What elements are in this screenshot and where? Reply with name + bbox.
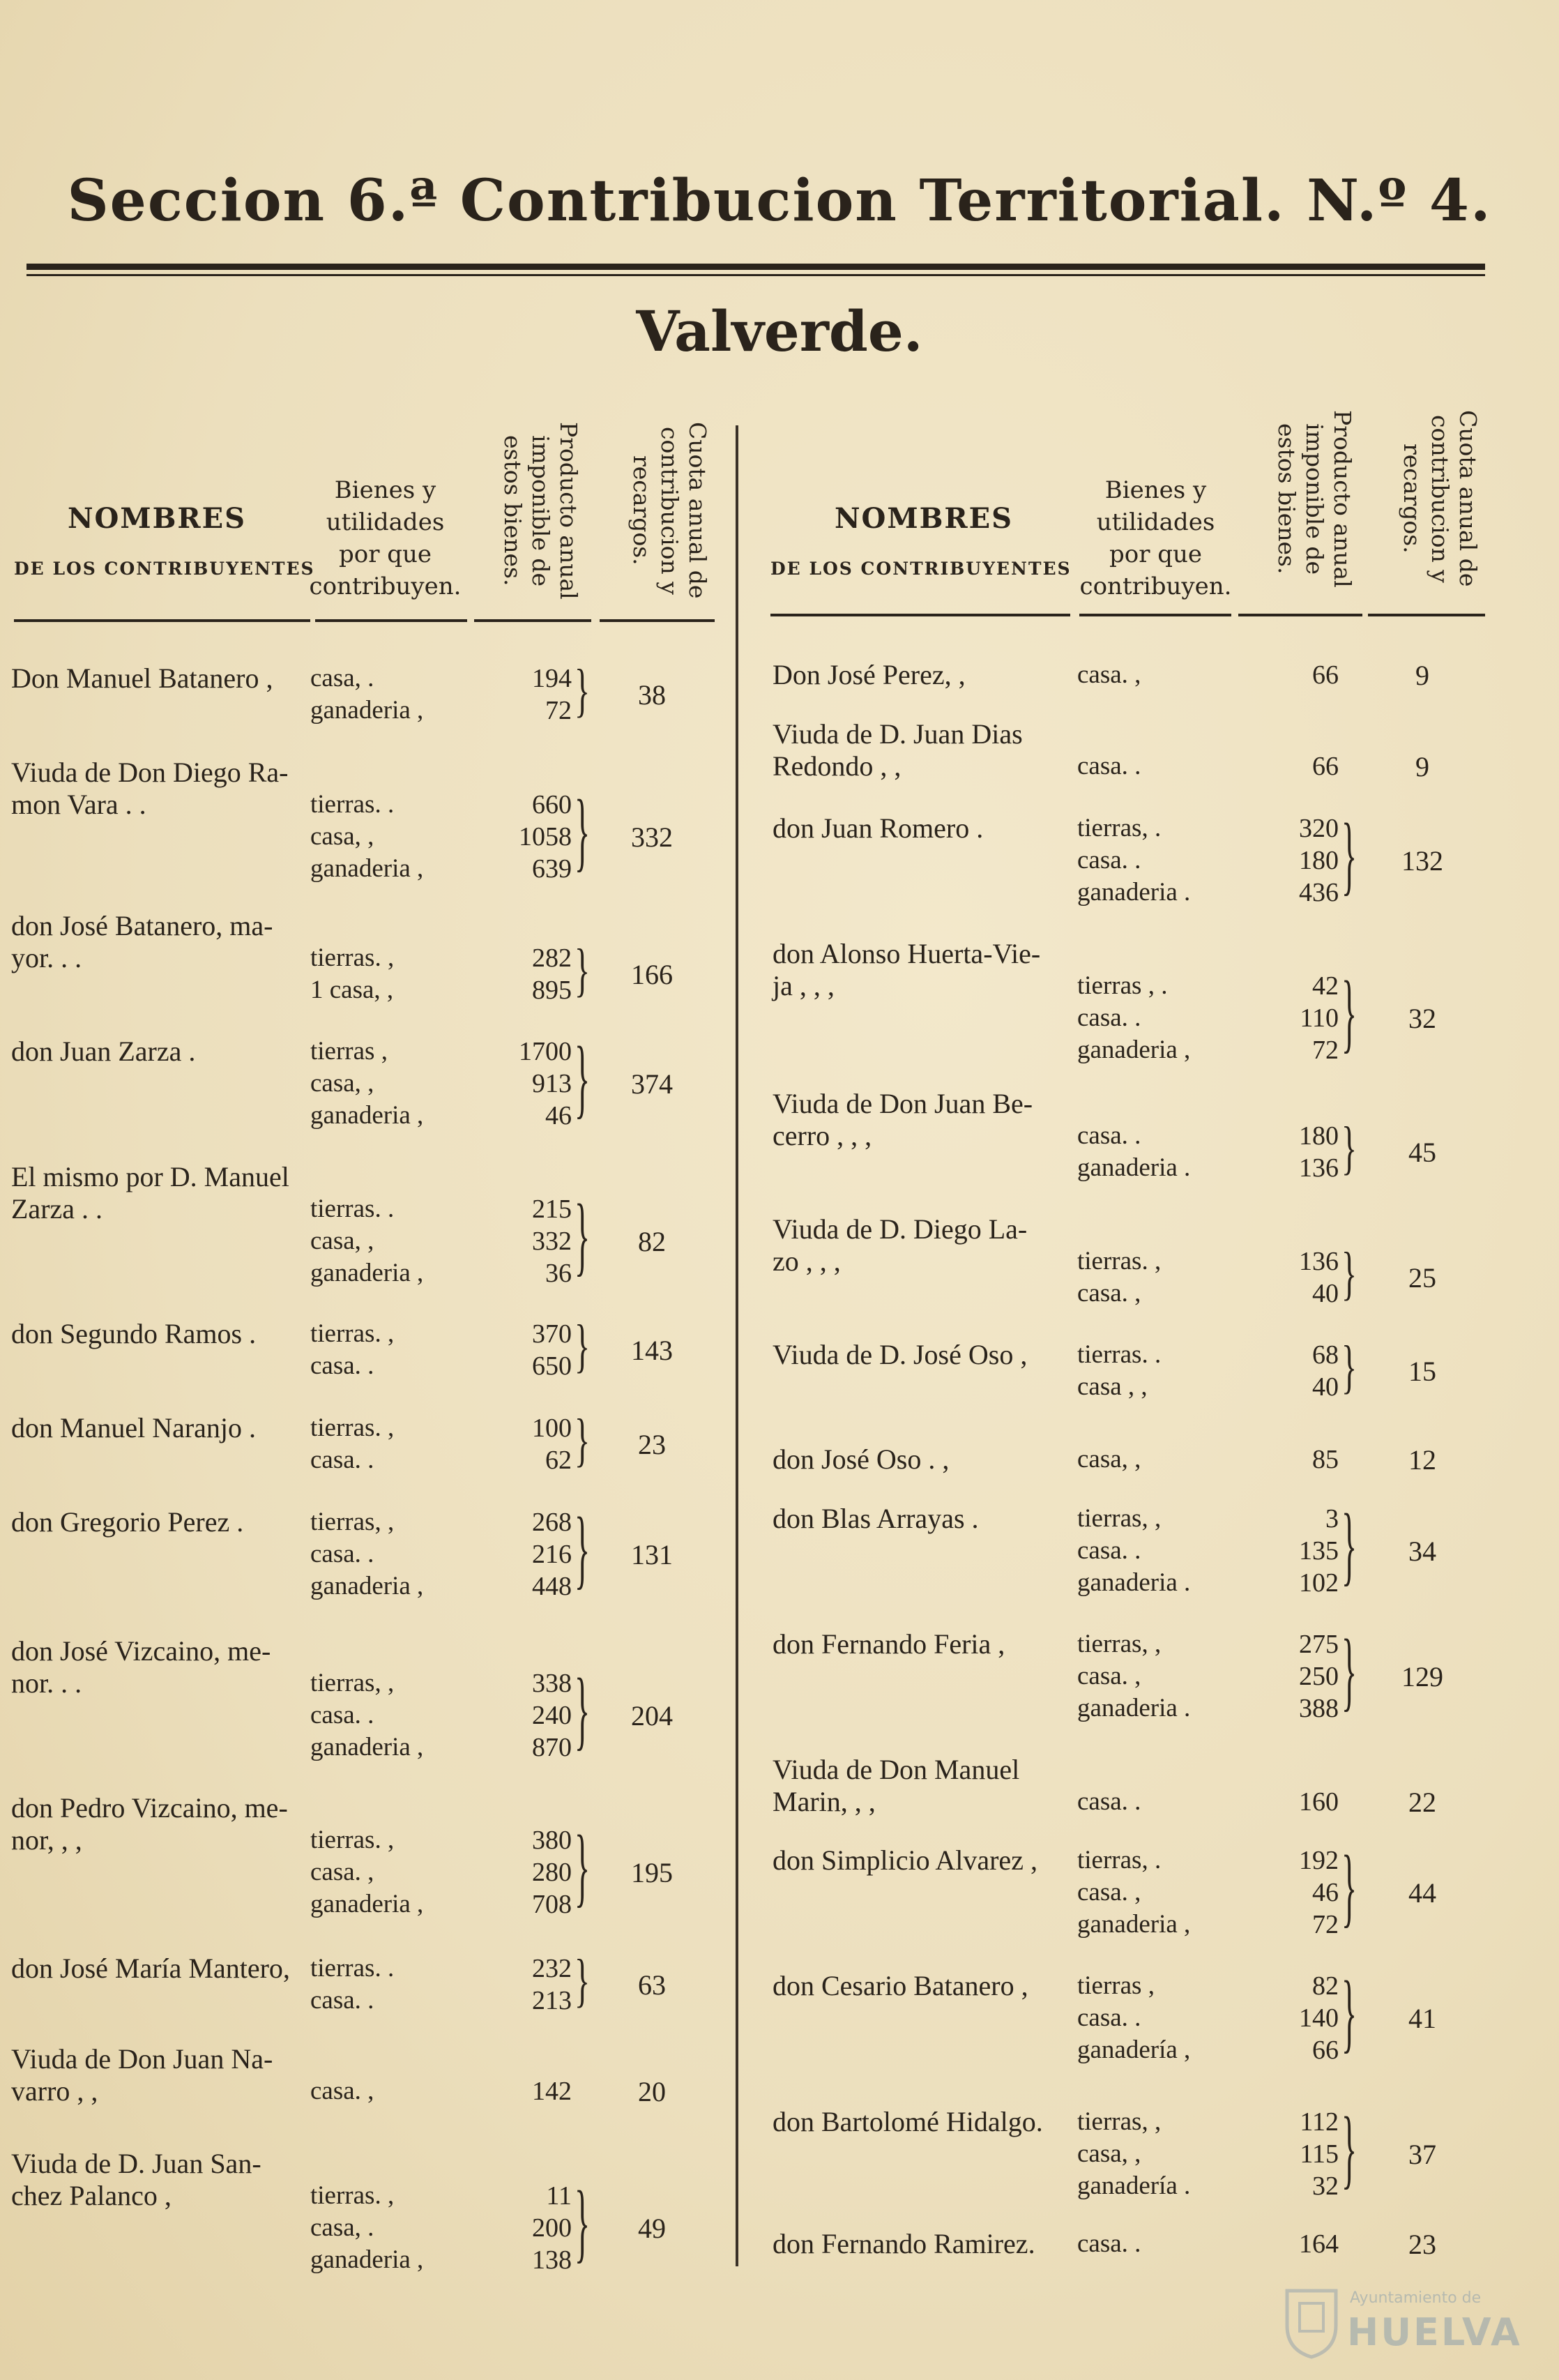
property-items: tierras. . casa, , ganaderia , bbox=[310, 790, 424, 883]
property-items: tierras, . casa. . ganaderia . bbox=[1077, 814, 1191, 907]
taxable-product-values: 42 110 72 bbox=[1300, 971, 1339, 1065]
taxable-product-values: 3 135 102 bbox=[1299, 1504, 1339, 1598]
taxable-product-values: 370 650 bbox=[532, 1319, 572, 1381]
archive-watermark bbox=[1280, 2284, 1522, 2360]
right-header-producto: Producto anual imponible de estos bienes. bbox=[1273, 409, 1356, 588]
property-items: casa. . bbox=[1077, 1787, 1141, 1816]
header-names-label: NOMBRES bbox=[834, 502, 1014, 535]
grouping-brace: } bbox=[575, 1499, 591, 1598]
grouping-brace: } bbox=[575, 1660, 591, 1759]
grouping-brace: } bbox=[575, 2172, 591, 2271]
taxable-product-values: 66 bbox=[1312, 660, 1339, 690]
contributor-name: don Bartolomé Hidalgo. bbox=[773, 2106, 1043, 2137]
grouping-brace: } bbox=[575, 1817, 591, 1916]
annual-quota: 9 bbox=[1415, 751, 1429, 782]
grouping-brace: } bbox=[1341, 1114, 1358, 1181]
header-names-sublabel: DE LOS CONTRIBUYENTES bbox=[770, 559, 1072, 579]
property-items: tierras. . casa, , ganaderia , bbox=[310, 1195, 424, 1287]
annual-quota: 37 bbox=[1408, 2139, 1436, 2170]
grouping-brace: } bbox=[1341, 1837, 1358, 1936]
contributor-name: Viuda de D. Juan Dias Redondo , , bbox=[773, 718, 1023, 782]
annual-quota: 166 bbox=[631, 959, 673, 990]
annual-quota: 49 bbox=[638, 2213, 666, 2244]
taxable-product-values: 194 72 bbox=[532, 664, 572, 725]
annual-quota: 12 bbox=[1408, 1444, 1436, 1476]
taxable-product-values: 160 bbox=[1299, 1787, 1339, 1817]
taxable-product-values: 268 216 448 bbox=[532, 1508, 572, 1601]
grouping-brace: } bbox=[575, 1312, 591, 1379]
annual-quota: 82 bbox=[638, 1226, 666, 1257]
taxable-product-values: 338 240 870 bbox=[532, 1669, 572, 1762]
right-header-rule bbox=[1238, 614, 1362, 616]
contributor-name: Viuda de Don Juan Be- cerro , , , bbox=[773, 1088, 1033, 1151]
left-header-rule bbox=[315, 619, 467, 622]
property-items: tierras. , casa. . bbox=[310, 1319, 395, 1380]
taxable-product-values: 136 40 bbox=[1299, 1247, 1339, 1308]
grouping-brace: } bbox=[1341, 2098, 1358, 2197]
property-items: tierras, , casa. . ganaderia , bbox=[310, 1669, 424, 1761]
annual-quota: 23 bbox=[1408, 2229, 1436, 2260]
left-header-producto: Producto anual imponible de estos bienes. bbox=[499, 421, 582, 600]
grouping-brace: } bbox=[1341, 962, 1358, 1061]
annual-quota: 44 bbox=[1408, 1877, 1436, 1909]
grouping-brace: } bbox=[1341, 1621, 1358, 1720]
watermark-big: HUELVA bbox=[1347, 2310, 1522, 2354]
left-header-rule bbox=[474, 619, 591, 622]
annual-quota: 22 bbox=[1408, 1787, 1436, 1818]
left-header-rule bbox=[14, 619, 310, 622]
property-items: tierras. , casa. . bbox=[310, 1413, 395, 1474]
annual-quota: 32 bbox=[1408, 1003, 1436, 1034]
grouping-brace: } bbox=[575, 1185, 591, 1284]
property-items: tierras. . casa , , bbox=[1077, 1340, 1162, 1401]
taxable-product-values: 275 250 388 bbox=[1299, 1630, 1339, 1723]
taxable-product-values: 100 62 bbox=[532, 1413, 572, 1475]
contributor-name: Viuda de D. José Oso , bbox=[773, 1339, 1028, 1370]
contributor-name: don José Vizcaino, me- nor. . . bbox=[11, 1635, 271, 1699]
contributor-name: Viuda de D. Diego La- zo , , , bbox=[773, 1213, 1028, 1277]
right-header-cuota: Cuota anual de contribucion y recargos. bbox=[1399, 410, 1482, 587]
contributor-name: Viuda de Don Juan Na- varro , , bbox=[11, 2043, 273, 2107]
contributor-name: don Fernando Ramirez. bbox=[773, 2228, 1035, 2259]
left-header-rule bbox=[600, 619, 715, 622]
property-items: casa. , bbox=[1077, 660, 1141, 689]
annual-quota: 332 bbox=[631, 821, 673, 853]
contributor-name: El mismo por D. Manuel Zarza . . bbox=[11, 1161, 289, 1225]
property-items: casa. , bbox=[310, 2077, 374, 2105]
contributor-name: don Simplicio Alvarez , bbox=[773, 1844, 1037, 1876]
taxable-product-values: 320 180 436 bbox=[1299, 814, 1339, 907]
property-items: tierras, , casa, , ganadería . bbox=[1077, 2107, 1191, 2200]
property-items: tierras. . casa. . bbox=[310, 1954, 395, 2015]
property-items: tierras , casa, , ganaderia , bbox=[310, 1037, 424, 1130]
contributor-name: don José María Mantero, bbox=[11, 1953, 290, 1984]
taxable-product-values: 215 332 36 bbox=[532, 1195, 572, 1288]
annual-quota: 20 bbox=[638, 2076, 666, 2107]
grouping-brace: } bbox=[575, 1947, 591, 2013]
right-header-rule bbox=[1079, 614, 1231, 616]
heading-rule-thin bbox=[26, 274, 1485, 276]
taxable-product-values: 192 46 72 bbox=[1299, 1846, 1339, 1939]
watermark-small: Ayuntamiento de bbox=[1350, 2289, 1482, 2307]
left-header-names bbox=[14, 502, 315, 579]
property-items: casa, , bbox=[1077, 1445, 1141, 1473]
left-header-bienes: Bienes y utilidades por que contribuyen. bbox=[309, 476, 462, 600]
contributor-name: don Fernando Feria , bbox=[773, 1628, 1005, 1660]
contributor-name: Viuda de D. Juan San- chez Palanco , bbox=[11, 2148, 261, 2211]
annual-quota: 195 bbox=[631, 1857, 673, 1888]
property-items: tierras, , casa. . ganaderia , bbox=[310, 1508, 424, 1600]
annual-quota: 9 bbox=[1415, 660, 1429, 691]
property-items: tierras , casa. . ganadería , bbox=[1077, 1971, 1191, 2064]
grouping-brace: } bbox=[1341, 1495, 1358, 1594]
property-items: tierras, , casa. . ganaderia . bbox=[1077, 1504, 1191, 1597]
section-heading: Seccion 6.ª Contribucion Territorial. N.º 4. bbox=[67, 167, 1492, 234]
header-names-label: NOMBRES bbox=[67, 502, 247, 535]
annual-quota: 38 bbox=[638, 679, 666, 711]
grouping-brace: } bbox=[1341, 1333, 1358, 1400]
annual-quota: 34 bbox=[1408, 1536, 1436, 1567]
contributor-name: don Segundo Ramos . bbox=[11, 1318, 257, 1349]
contributor-name: don José Oso . , bbox=[773, 1443, 950, 1475]
property-items: tierras. , casa, . ganaderia , bbox=[310, 2181, 424, 2274]
right-header-names bbox=[770, 502, 1077, 579]
taxable-product-values: 142 bbox=[532, 2077, 572, 2106]
property-items: tierras. , 1 casa, , bbox=[310, 943, 395, 1004]
grouping-brace: } bbox=[575, 781, 591, 880]
property-items: tierras, . casa. , ganaderia , bbox=[1077, 1846, 1191, 1939]
contributor-name: don Alonso Huerta-Vie- ja , , , bbox=[773, 938, 1041, 1001]
taxable-product-values: 68 40 bbox=[1312, 1340, 1339, 1402]
contributor-name: don Gregorio Perez . bbox=[11, 1506, 244, 1538]
annual-quota: 23 bbox=[638, 1429, 666, 1460]
contributor-name: Viuda de Don Diego Ra- mon Vara . . bbox=[11, 757, 289, 820]
taxable-product-values: 1700 913 46 bbox=[519, 1037, 572, 1130]
taxable-product-values: 282 895 bbox=[532, 943, 572, 1005]
contributor-name: don Pedro Vizcaino, me- nor, , , bbox=[11, 1792, 288, 1856]
grouping-brace: } bbox=[1341, 1240, 1358, 1306]
taxable-product-values: 180 136 bbox=[1299, 1121, 1339, 1183]
annual-quota: 25 bbox=[1408, 1262, 1436, 1294]
taxable-product-values: 82 140 66 bbox=[1299, 1971, 1339, 2065]
heading-rule bbox=[26, 264, 1485, 270]
contributor-name: don Cesario Batanero , bbox=[773, 1970, 1028, 2001]
taxable-product-values: 66 bbox=[1312, 752, 1339, 781]
contributor-name: don Blas Arrayas . bbox=[773, 1503, 979, 1534]
property-items: tierras. , casa. , bbox=[1077, 1247, 1162, 1308]
contributor-name: don Juan Zarza . bbox=[11, 1036, 196, 1067]
property-items: casa, . ganaderia , bbox=[310, 664, 424, 725]
taxable-product-values: 660 1058 639 bbox=[519, 790, 572, 884]
contributor-name: don Manuel Naranjo . bbox=[11, 1412, 257, 1443]
property-items: tierras, , casa. , ganaderia . bbox=[1077, 1630, 1191, 1722]
annual-quota: 374 bbox=[631, 1068, 673, 1100]
annual-quota: 41 bbox=[1408, 2003, 1436, 2034]
annual-quota: 45 bbox=[1408, 1137, 1436, 1168]
contributor-name: don Juan Romero . bbox=[773, 812, 984, 844]
annual-quota: 131 bbox=[631, 1539, 673, 1570]
column-divider bbox=[736, 425, 738, 2266]
taxable-product-values: 164 bbox=[1299, 2229, 1339, 2259]
grouping-brace: } bbox=[1341, 1962, 1358, 2061]
annual-quota: 143 bbox=[631, 1335, 673, 1366]
grouping-brace: } bbox=[575, 1407, 591, 1473]
right-header-rule bbox=[770, 614, 1070, 616]
annual-quota: 15 bbox=[1408, 1356, 1436, 1387]
taxable-product-values: 232 213 bbox=[532, 1954, 572, 2015]
contributor-name: don José Batanero, ma- yor. . . bbox=[11, 910, 273, 973]
taxable-product-values: 85 bbox=[1312, 1445, 1339, 1474]
taxable-product-values: 112 115 32 bbox=[1300, 2107, 1339, 2201]
property-items: casa. . bbox=[1077, 752, 1141, 780]
annual-quota: 129 bbox=[1401, 1661, 1443, 1692]
header-names-sublabel: DE LOS CONTRIBUYENTES bbox=[14, 559, 315, 579]
annual-quota: 132 bbox=[1401, 845, 1443, 877]
contributor-name: Don José Perez, , bbox=[773, 659, 966, 690]
annual-quota: 204 bbox=[631, 1700, 673, 1731]
property-items: casa. . ganaderia . bbox=[1077, 1121, 1191, 1182]
taxable-product-values: 11 200 138 bbox=[532, 2181, 572, 2275]
taxable-product-values: 380 280 708 bbox=[532, 1826, 572, 1919]
right-header-rule bbox=[1368, 614, 1485, 616]
left-header-cuota: Cuota anual de contribucion y recargos. bbox=[628, 422, 711, 599]
property-items: tierras , . casa. . ganaderia , bbox=[1077, 971, 1191, 1064]
grouping-brace: } bbox=[575, 657, 591, 723]
grouping-brace: } bbox=[575, 937, 591, 1003]
right-header-bienes: Bienes y utilidades por que contribuyen. bbox=[1079, 476, 1232, 600]
contributor-name: Viuda de Don Manuel Marin, , , bbox=[773, 1754, 1020, 1817]
property-items: casa. . bbox=[1077, 2229, 1141, 2258]
grouping-brace: } bbox=[1341, 805, 1358, 904]
town-title: Valverde. bbox=[636, 298, 923, 364]
property-items: tierras. , casa. , ganaderia , bbox=[310, 1826, 424, 1918]
annual-quota: 63 bbox=[638, 1969, 666, 2001]
contributor-name: Don Manuel Batanero , bbox=[11, 662, 273, 694]
grouping-brace: } bbox=[575, 1028, 591, 1127]
